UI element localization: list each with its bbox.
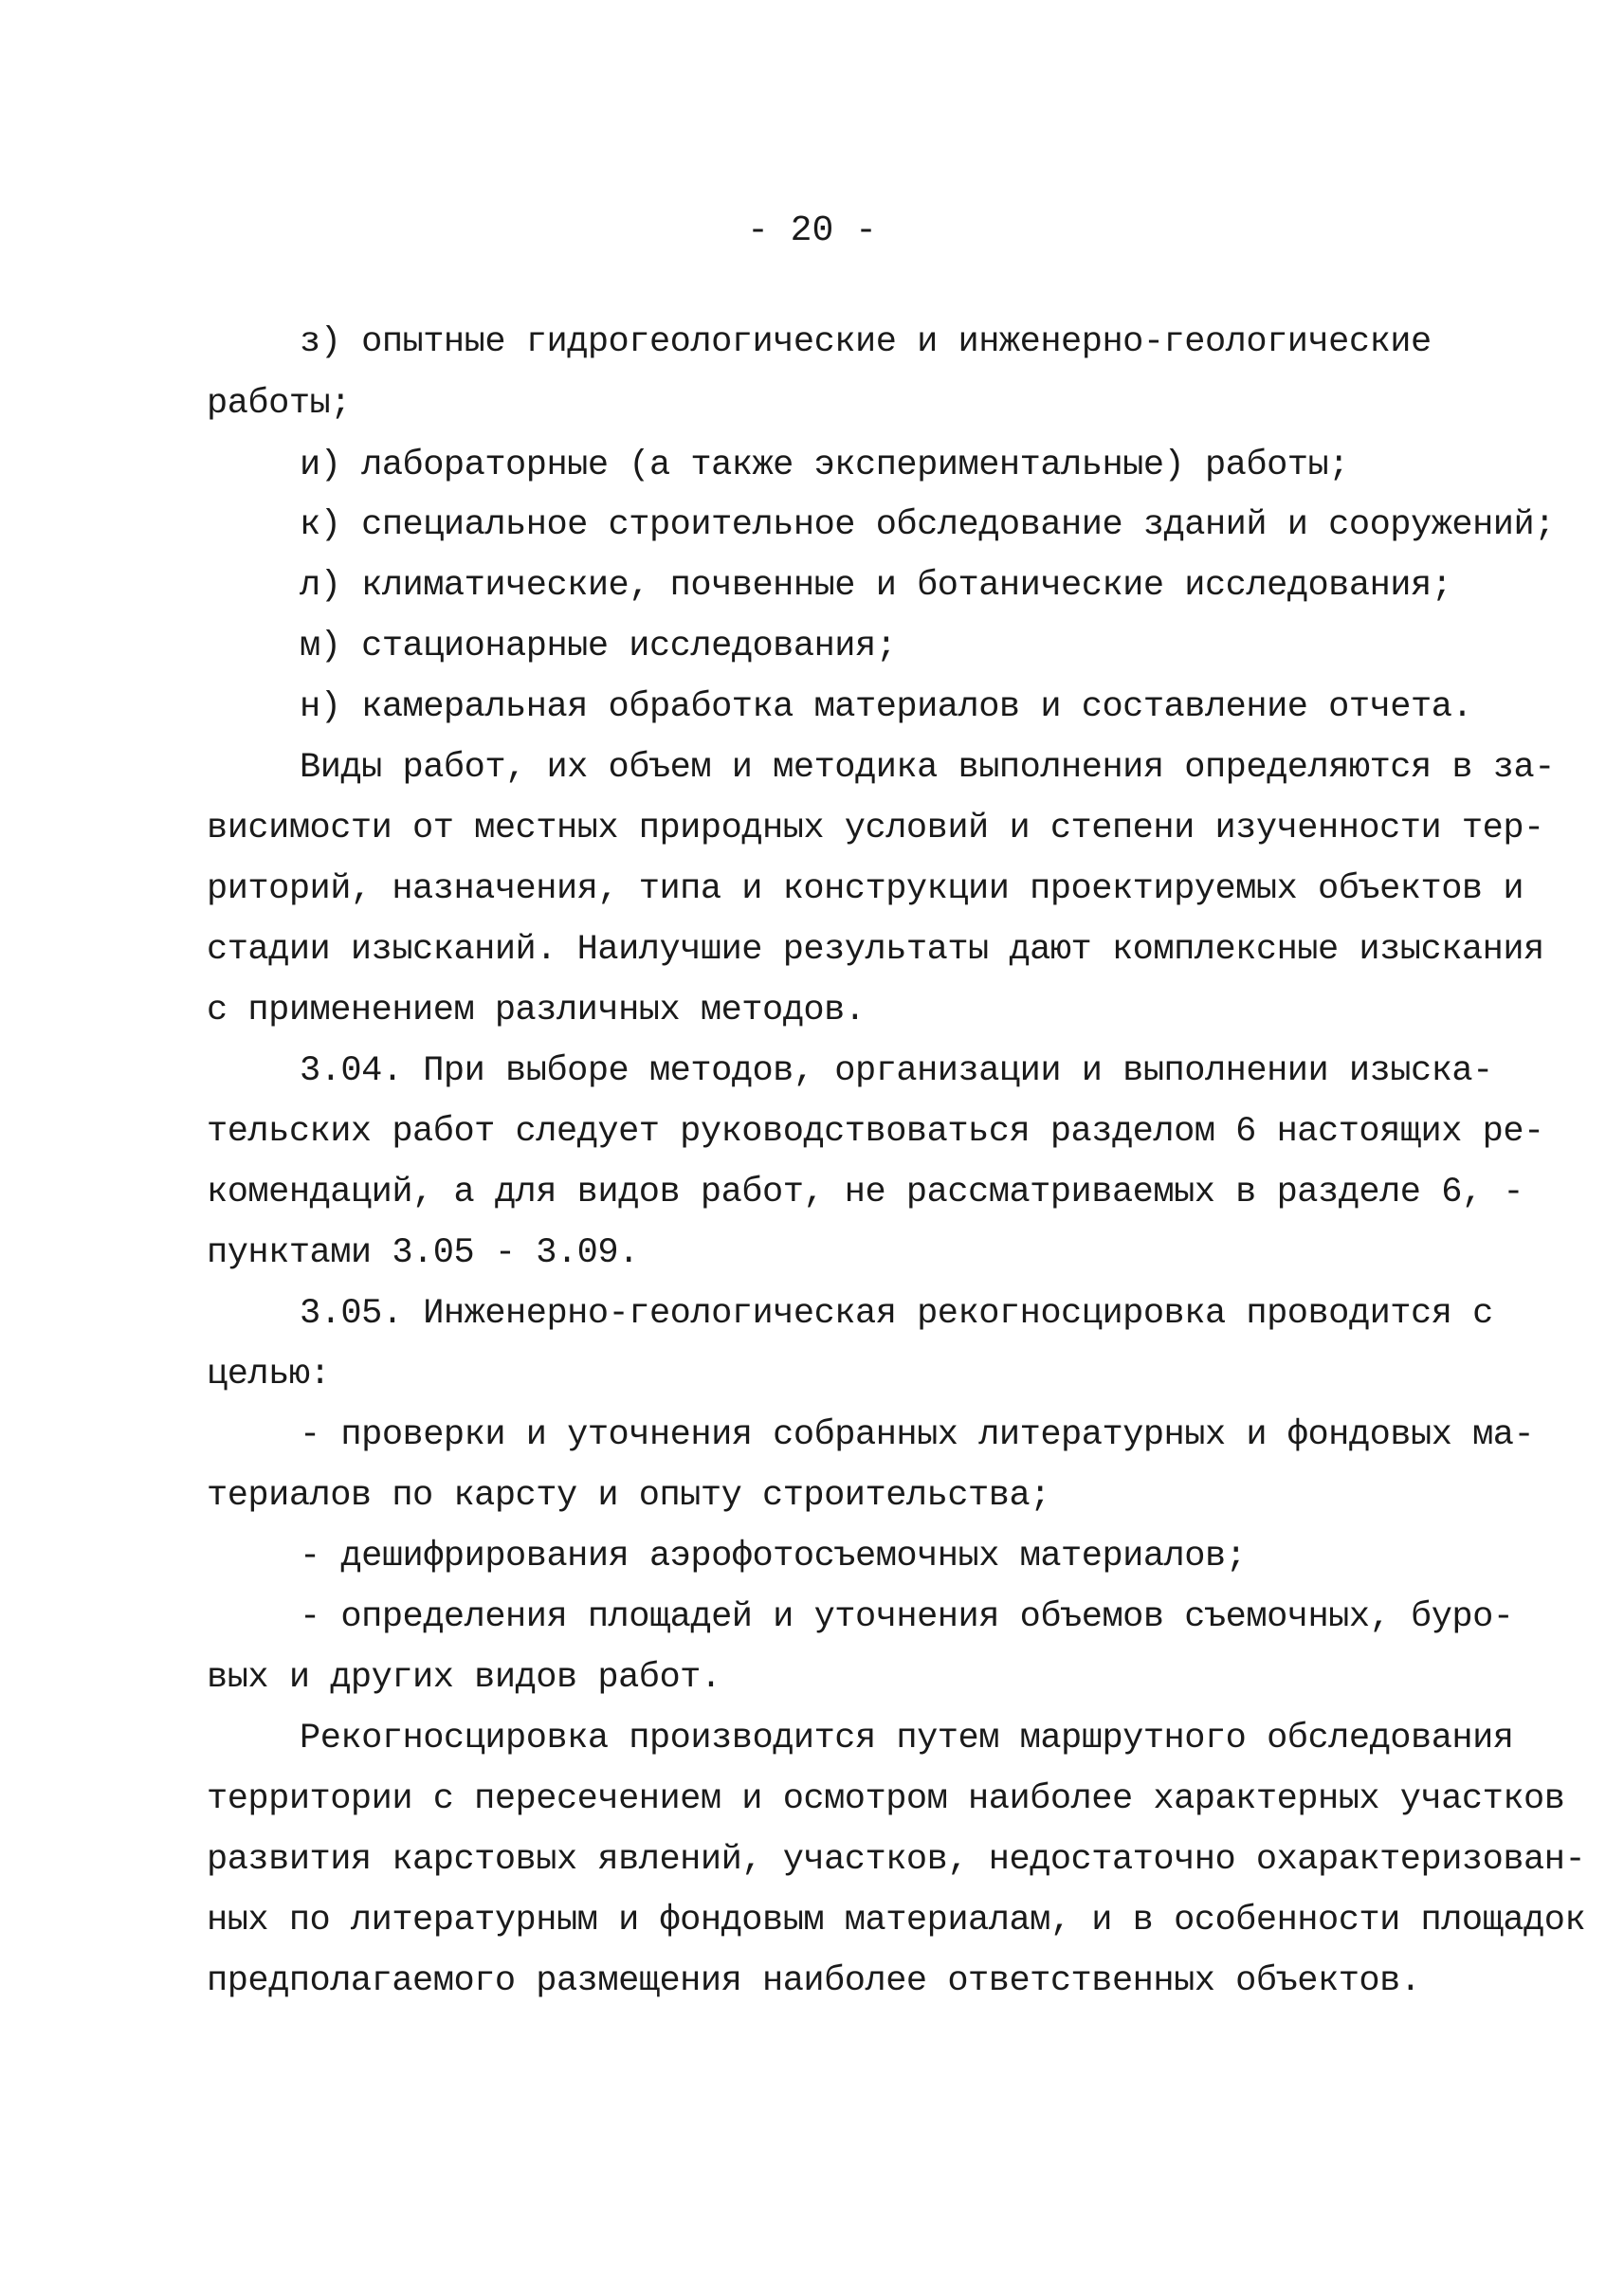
text-line: к) специальное строительное обследование зданий и сооружений;	[300, 505, 1555, 545]
text-line: стадии изысканий. Наилучшие результаты дают комплексные изыскания	[207, 930, 1544, 970]
text-line: комендаций, а для видов работ, не рассматриваемых в разделе 6, -	[207, 1173, 1524, 1212]
text-line: з) опытные гидрогеологические и инженерно-геологические	[300, 322, 1432, 362]
text-line: - дешифрирования аэрофотосъемочных материалов;	[300, 1537, 1247, 1576]
text-line: вых и других видов работ.	[207, 1658, 721, 1698]
text-line: риторий, назначения, типа и конструкции проектируемых объектов и	[207, 869, 1524, 909]
text-line: 3.05. Инженерно-геологическая рекогносцировка проводится с	[300, 1294, 1493, 1334]
text-line: с применением различных методов.	[207, 991, 866, 1030]
text-line: предполагаемого размещения наиболее ответственных объектов.	[207, 1961, 1421, 2001]
text-line: развития карстовых явлений, участков, недостаточно охарактеризован-	[207, 1840, 1586, 1880]
text-line: ных по литературным и фондовым материалам, и в особенности площадок	[207, 1901, 1586, 1940]
text-line: работы;	[207, 384, 351, 424]
text-line: л) климатические, почвенные и ботанические исследования;	[300, 566, 1452, 606]
text-line: и) лабораторные (а также экспериментальные) работы;	[300, 446, 1349, 485]
text-line: - определения площадей и уточнения объемов съемочных, буро-	[300, 1597, 1514, 1637]
text-line: Рекогносцировка производится путем маршрутного обследования	[300, 1719, 1514, 1758]
text-line: - проверки и уточнения собранных литературных и фондовых ма-	[300, 1415, 1535, 1455]
text-line: пунктами 3.05 - 3.09.	[207, 1233, 639, 1273]
text-line: н) камеральная обработка материалов и составление отчета.	[300, 687, 1473, 727]
text-line: висимости от местных природных условий и степени изученности тер-	[207, 809, 1544, 848]
text-line: 3.04. При выборе методов, организации и выполнении изыска-	[300, 1051, 1493, 1091]
text-line: тельских работ следует руководствоваться разделом 6 настоящих ре-	[207, 1112, 1544, 1152]
text-line: целью:	[207, 1355, 331, 1394]
page-number: - 20 -	[747, 210, 877, 251]
text-line: м) стационарные исследования;	[300, 627, 897, 666]
text-line: территории с пересечением и осмотром наиболее характерных участков	[207, 1779, 1565, 1819]
text-line: Виды работ, их объем и методика выполнения определяются в за-	[300, 748, 1555, 788]
text-line: териалов по карсту и опыту строительства;	[207, 1476, 1050, 1516]
